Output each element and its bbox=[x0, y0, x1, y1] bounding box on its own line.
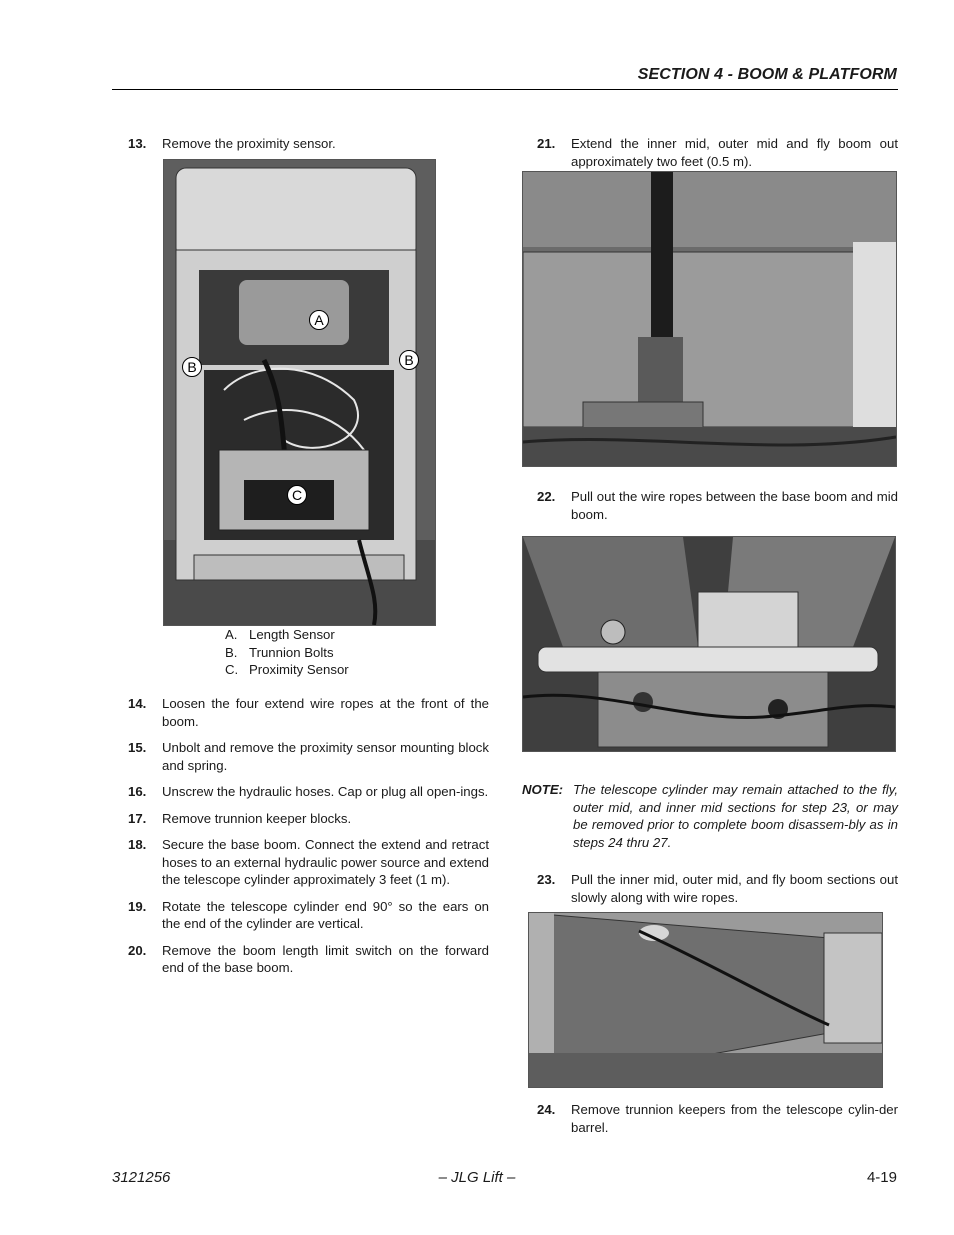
step-19: 19. Rotate the telescope cylinder end 90° so the ears on the end of the cylinder are vertical. bbox=[128, 898, 489, 931]
step-20: 20. Remove the boom length limit switch on the forward end of the base boom. bbox=[128, 942, 489, 975]
photo-proximity-sensor bbox=[163, 159, 436, 626]
note-text: The telescope cylinder may remain attached to the fly, outer mid, and inner mid sections for step 23, or may be removed prior to complete boom disassem-bly as in steps 24 thru 27. bbox=[573, 782, 898, 850]
legend-row: C. Proximity Sensor bbox=[225, 662, 349, 677]
step-number: 13. bbox=[128, 136, 147, 151]
footer-page-number: 4-19 bbox=[866, 1169, 897, 1186]
step-18: 18. Secure the base boom. Connect the extend and retract hoses to an external hydraulic power source and extend the telescope cylinder approximately 3 feet (1 m). bbox=[128, 837, 489, 887]
step-16: 16. Unscrew the hydraulic hoses. Cap or plug all open-ings. bbox=[128, 784, 489, 799]
step-14: 14. Loosen the four extend wire ropes at the front of the boom. bbox=[128, 696, 489, 729]
legend-row: A. Length Sensor bbox=[225, 627, 335, 642]
callout-a: A bbox=[309, 310, 329, 330]
step-21: 21. Extend the inner mid, outer mid and fly boom out approximately two feet (0.5 m). bbox=[537, 136, 898, 169]
callout-c: C bbox=[287, 485, 307, 505]
section-title: SECTION 4 - BOOM & PLATFORM bbox=[637, 66, 897, 83]
step-17: 17. Remove trunnion keeper blocks. bbox=[128, 810, 352, 826]
step-15: 15. Unbolt and remove the proximity sensor mounting block and spring. bbox=[128, 740, 489, 773]
header-rule bbox=[112, 89, 898, 90]
step-23: 23. Pull the inner mid, outer mid, and fly boom sections out slowly along with wire ropes. bbox=[537, 872, 898, 905]
photo-extended-boom bbox=[522, 171, 897, 467]
note-label: NOTE: bbox=[522, 782, 564, 797]
step-24: 24. Remove trunnion keepers from the telescope cylin-der barrel. bbox=[537, 1102, 898, 1135]
figure-legend bbox=[225, 626, 349, 679]
footer-center: – JLG Lift – bbox=[438, 1169, 516, 1186]
footer-doc-number: 3121256 bbox=[112, 1169, 171, 1186]
step-22: 22. Pull out the wire ropes between the base boom and mid boom. bbox=[537, 489, 898, 522]
callout-b-right: B bbox=[399, 350, 419, 370]
left-column bbox=[128, 135, 489, 153]
note bbox=[522, 781, 898, 851]
step-text: Remove the proximity sensor. bbox=[162, 136, 336, 151]
legend-row: B. Trunnion Bolts bbox=[225, 644, 334, 660]
photo-pull-boom-sections bbox=[528, 912, 883, 1088]
photo-wire-ropes bbox=[522, 536, 896, 752]
step-13 bbox=[128, 135, 489, 153]
callout-b-left: B bbox=[182, 357, 202, 377]
left-steps-continued bbox=[128, 695, 489, 977]
